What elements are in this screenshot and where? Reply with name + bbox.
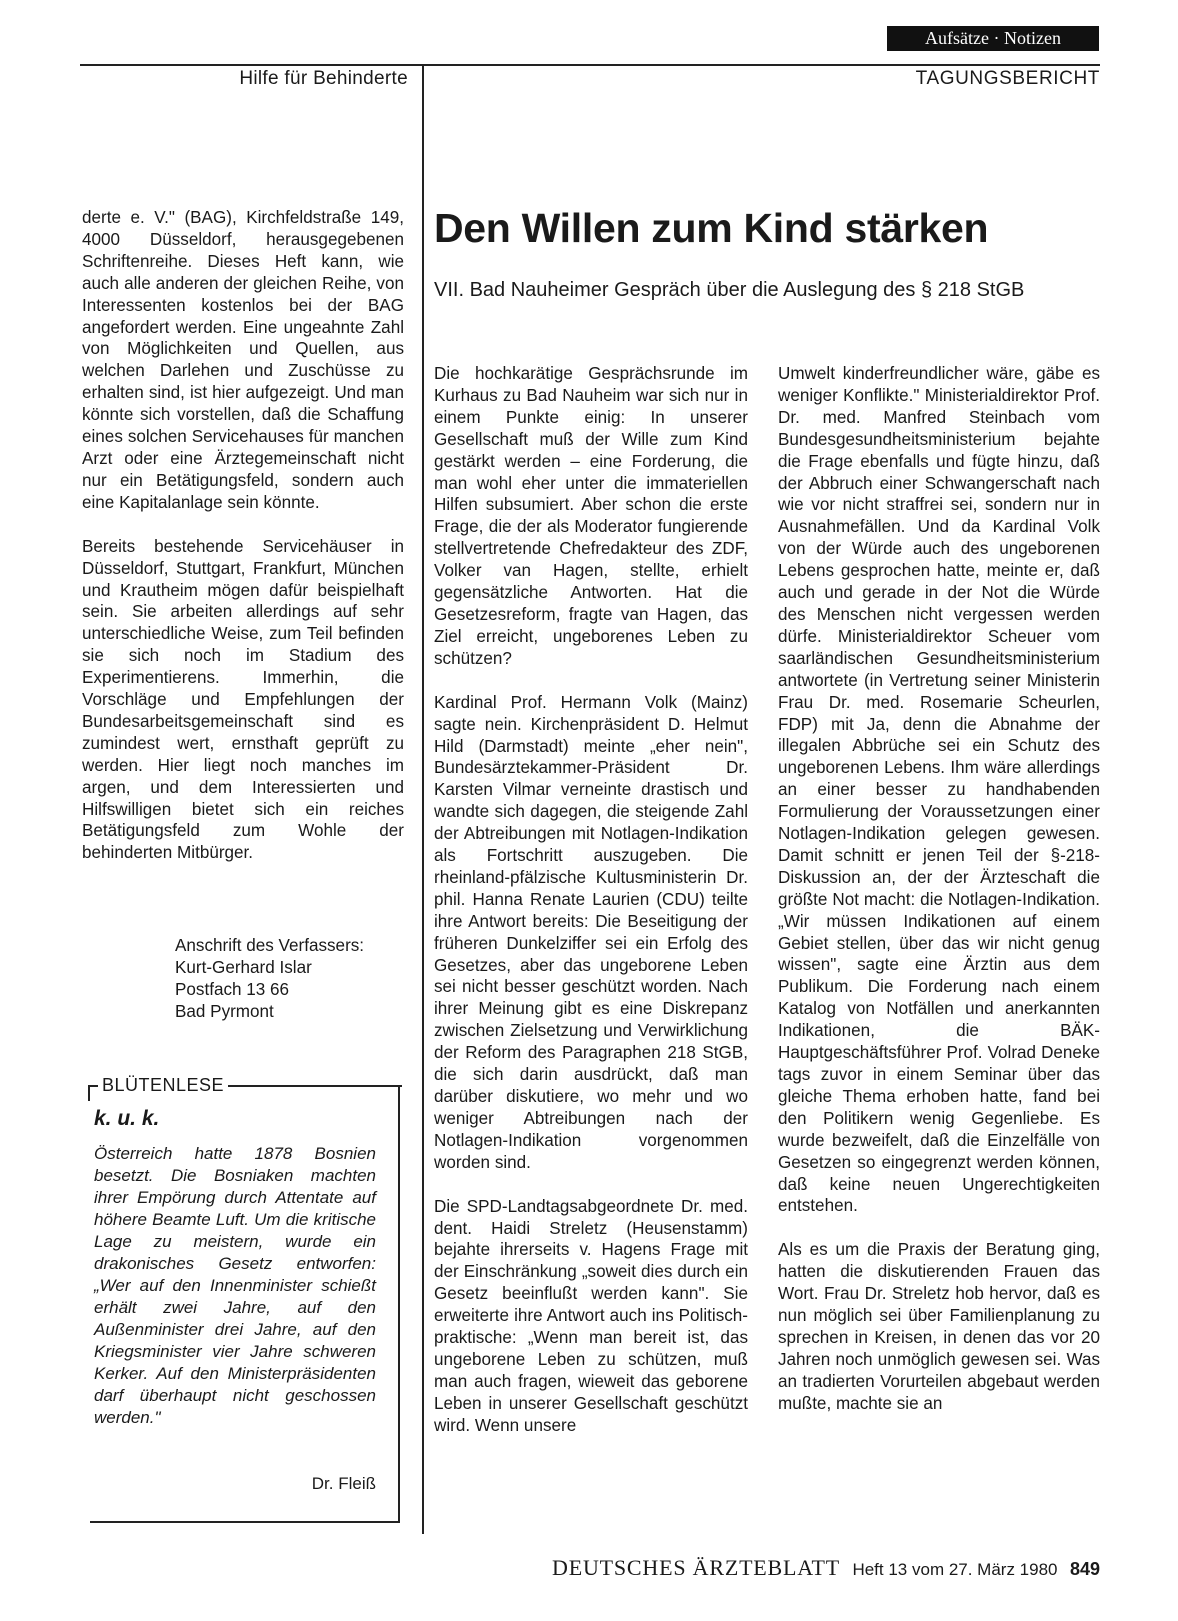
article-paragraph: Die hochkarätige Gesprächsrunde im Kurhaus zu Bad Nauheim war sich nur in einem Punkte einig: In unserer Gesellschaft muß der Wille zum Kind gestärkt werden – eine Forderung, die man wohl eher unter die immateriellen Hilfen subsumiert. Aber schon die erste Frage, die der als Moderator fungierende stellvertretende Chefredakteur des ZDF, Volker van Hagen, stellte, erhielt gegensätzliche Antworten. Hat die Gesetzesreform, fragte van Hagen, das Ziel erreicht, ungeborenes Leben zu schützen?: [434, 364, 748, 668]
section-tag: Aufsätze · Notizen: [887, 26, 1099, 51]
article-paragraph: Die SPD-Landtagsabgeordnete Dr. med. dent. Haidi Streletz (Heusenstamm) bejahte ihrerseits v. Hagens Frage mit der Einschränkung „soweit dies durch ein Gesetz beeinflußt werden kann". Sie erweiterte ihre Antwort auch ins Politisch-praktische: „Wenn man bereit ist, das ungeborene Leben zu schützen, muß man auch fragen, wieweit das geborene Leben in unserer Gesellschaft geschützt wird. Wenn unsere: [434, 1196, 748, 1435]
header-rule: [80, 64, 1100, 66]
article-paragraph: Als es um die Praxis der Beratung ging, hatten die diskutierenden Frauen das Wort. Frau Dr. Streletz hob hervor, daß es nun möglich sei über Familienplanung zu sprechen in Kreisen, in denen das vor 20 Jahren noch unmöglich gewesen sei. Was an tradierten Vorurteilen abgebaut werden mußte, machte sie an: [778, 1240, 1100, 1413]
box-signature: Dr. Fleiß: [311, 1474, 376, 1493]
address-line: Kurt-Gerhard Islar: [175, 957, 312, 977]
article-headline: Den Willen zum Kind stärken: [434, 205, 989, 251]
left-paragraph: Bereits bestehende Servicehäuser in Düsseldorf, Stuttgart, Frankfurt, München und Krautheim mögen dafür beispielhaft sein. Sie arbeiten allerdings auf sehr unterschiedliche Weise, zum Teil befinden sie sich noch im Stadium des Experimentierens. Immerhin, die Vorschläge und Empfehlungen der Bundesarbeitsgemeinschaft sind es zumindest wert, ernsthaft geprüft zu werden. Hier liegt noch manches im argen, und dem Interessierten und Hilfswilligen bietet sich ein reiches Betätigungsfeld zum Wohle der behinderten Mitbürger.: [82, 536, 404, 863]
address-line: Anschrift des Verfassers:: [175, 936, 365, 955]
right-column: [778, 363, 1100, 1437]
column-divider: [422, 64, 424, 1534]
address-line: Bad Pyrmont: [175, 1001, 274, 1021]
rubric-right: TAGUNGSBERICHT: [915, 68, 1100, 89]
box-body: Österreich hatte 1878 Bosnien besetzt. Die Bosniaken machten ihrer Empörung durch Attentate auf höhere Beamte Luft. Um die kritische Lage zu meistern, wurde ein drakonisches Gesetz entworfen: „Wer auf den Innenminister schießt erhält zwei Jahre, auf den Außenminister drei Jahre, auf den Kriegsminister vier Jahre schweren Kerker. Auf den Ministerpräsidenten darf überhaupt nicht geschossen werden.": [94, 1144, 376, 1427]
article-paragraph: Umwelt kinderfreundlicher wäre, gäbe es weniger Konflikte." Ministerialdirektor Prof. Dr. med. Manfred Steinbach vom Bundesgesundheitsministerium bejahte die Frage ebenfalls und fügte hinzu, daß der Abbruch einer Schwangerschaft nach wie vor nicht straffrei sei, sondern nur in Ausnahmefällen. Und da Kardinal Volk von der Würde auch des ungeborenen Lebens gesprochen hatte, meinte er, daß auch und gerade in der Not die Würde des Menschen nicht vergessen werden dürfe. Ministerialdirektor Scheuer vom saarländischen Gesundheitsministerium antwortete (in Vertretung seiner Ministerin Frau Dr. med. Rosemarie Scheurlen, FDP) mit Ja, denn die Abnahme der illegalen Abbrüche sei ein Schutz des ungeborenen Lebens. Ihm wäre allerdings an einer besser zu handhabenden Formulierung der Voraussetzungen einer Notlagen-Indikation gelegen gewesen. Damit schnitt er jenen Teil der §-218-Diskussion an, der der Ärzteschaft die größte Not macht: die Notlagen-Indikation. „Wir müssen Indikationen auf einem Gebiet stellen, über das wir nicht genug wissen", sagte eine Ärztin aus dem Publikum. Die Forderung nach einem Katalog von Notfällen und anerkannten Indikationen, die BÄK-Hauptgeschäftsführer Prof. Volrad Deneke tags zuvor in einem Seminar über das gleiche Thema erhoben hatte, fand bei den Politikern wenig Gegenliebe. Es wurde bezweifelt, daß die Einzelfälle von Gesetzen so eingegrenzt werden können, daß keine neuen Ungerechtigkeiten entstehen.: [778, 364, 1100, 1216]
box-border-left: [88, 1085, 90, 1101]
box-border-right: [398, 1085, 400, 1523]
issue-info: Heft 13 vom 27. März 1980: [852, 1560, 1058, 1579]
article-paragraph: Kardinal Prof. Hermann Volk (Mainz) sagte nein. Kirchenpräsident D. Helmut Hild (Darmstadt) meinte „eher nein", Bundesärztekammer-Präsident Dr. Karsten Vilmar verneinte drastisch und wandte sich dagegen, die steigende Zahl der Abtreibungen mit Notlagen-Indikation als Fortschritt auszugeben. Die rheinland-pfälzische Kultusministerin Dr. phil. Hanna Renate Laurien (CDU) teilte ihre Antwort bereits: Die Beseitigung der früheren Dunkelziffer sei ein Erfolg des Gesetzes, aber das ungeborene Leben sei nicht besser geschützt worden. Nach ihrer Meinung gibt es eine Diskrepanz zwischen Zielsetzung und Verwirklichung der Reform des Paragraphen 218 StGB, die sich darin ausdrückt, daß man darüber diskutiere, wo mehr und wo weniger Abtreibungen nach der Notlagen-Indikation vorgenommen worden sind.: [434, 692, 748, 1172]
box-border-bottom: [90, 1521, 400, 1523]
author-address: [175, 935, 415, 1023]
middle-column: [434, 363, 748, 1459]
box-title: k. u. k.: [94, 1107, 160, 1130]
rubric-left: Hilfe für Behinderte: [239, 68, 408, 89]
article-subhead: VII. Bad Nauheimer Gespräch über die Auslegung des § 218 StGB: [434, 279, 1025, 301]
box-label: BLÜTENLESE: [98, 1075, 228, 1096]
left-paragraph: derte e. V." (BAG), Kirchfeldstraße 149, 4000 Düsseldorf, herausgegebenen Schriftenreihe. Dieses Heft kann, wie auch alle anderen der gleichen Reihe, von Interessenten kostenlos bei der BAG angefordert werden. Eine ungeahnte Zahl von Möglichkeiten und Quellen, aus welchen Darlehen und Zuschüsse zu erhalten sind, ist hier aufgezeigt. Und man könnte sich vorstellen, daß die Schaffung eines solchen Servicehauses für manchen Arzt oder eine Ärztegemeinschaft nicht nur ein Betätigungsfeld, sondern auch eine Kapitalanlage sein könnte.: [82, 208, 404, 512]
page-number: 849: [1069, 1559, 1100, 1579]
left-column: [82, 207, 404, 886]
address-line: Postfach 13 66: [175, 979, 290, 999]
journal-name: DEUTSCHES ÄRZTEBLATT: [552, 1555, 840, 1580]
page-footer: [434, 1555, 1100, 1581]
bluetenlese-box: [80, 1075, 400, 1545]
